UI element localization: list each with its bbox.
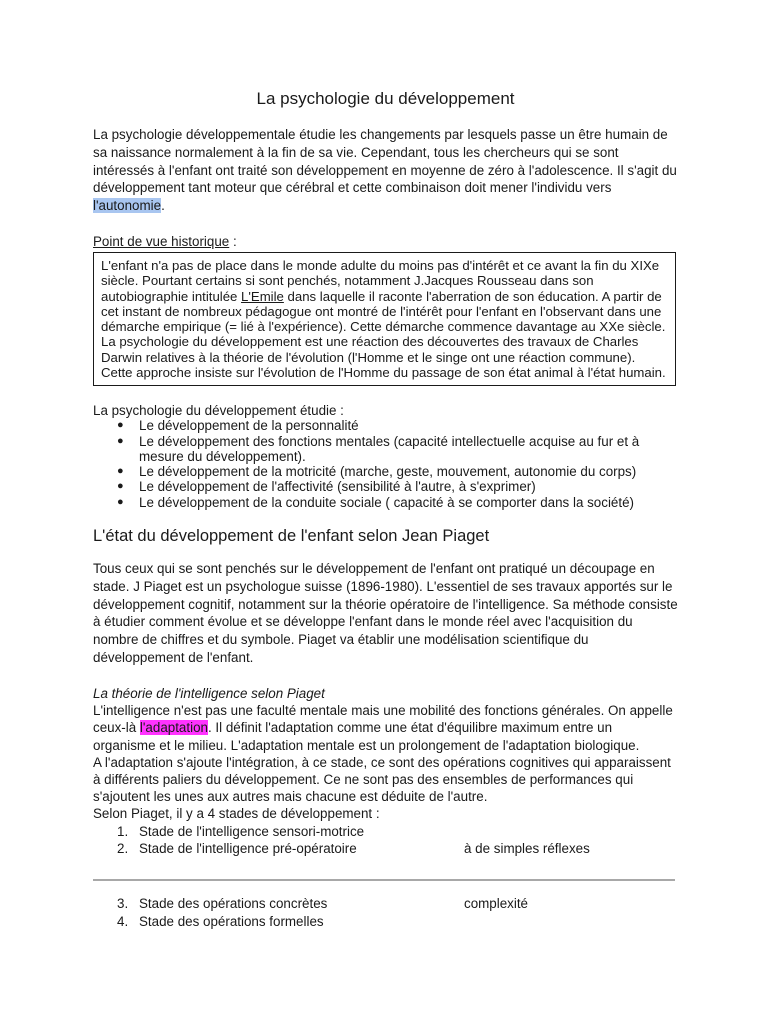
stage-number: 3. (117, 896, 129, 911)
box-text-start: L'enfant n'a pas de place dans le monde adulte du moins pas d'intérêt et ce avant la fin du XIXe siècle. Pourtant certains si sont penchés, notamment J.Jacques Rousseau dans son autobiographie intitulée (101, 258, 660, 304)
list-item-text: Le développement de l'affectivité (sensibilité à l'autre, à s'exprimer) (139, 479, 536, 495)
stage-item (93, 895, 678, 913)
stage-number: 1. (117, 823, 129, 839)
list-item (93, 464, 678, 479)
stage-item (93, 823, 678, 840)
horizontal-divider (93, 879, 675, 881)
stage-note: à de simples réflexes (464, 840, 590, 856)
highlight-adaptation: l'adaptation (139, 720, 208, 736)
stage-label: Stade des opérations concrètes (139, 896, 328, 911)
list-item-text: Le développement de la conduite sociale ( capacité à se comporter dans la société) (139, 494, 635, 510)
intro-paragraph (93, 126, 678, 215)
stage-label: Stade de l'intelligence sensori-motrice (139, 823, 365, 839)
study-list (93, 418, 678, 510)
stage-number: 4. (117, 914, 129, 929)
historique-box (93, 252, 676, 386)
stage-note: complexité (464, 896, 529, 911)
intro-text: La psychologie développementale étudie les changements par lesquels passe un être humain de sa naissance normalement à la fin de sa vie. Cependant, tous les chercheurs qui se sont intéressés à l'enfant ont traité son développement en moyenne de zéro à l'adolescence. Il s'agit du développement tant moteur que cérébral et cette combinaison doit mener l'individu vers (93, 127, 677, 196)
theory-subtitle: La théorie de l'intelligence selon Piaget (93, 686, 325, 701)
list-item (93, 479, 678, 494)
bullet-icon: ● (117, 480, 124, 493)
stage-item (93, 840, 678, 857)
study-section (93, 403, 678, 510)
theory-section (93, 685, 678, 857)
stage-number: 2. (117, 840, 129, 856)
list-item-text: Le développement de la personnalité (139, 418, 359, 434)
theory-paragraph-1 (93, 702, 678, 754)
list-item (93, 495, 678, 510)
historique-heading (93, 233, 237, 250)
stage-label: Stade de l'intelligence pré-opératoire (139, 840, 357, 856)
historique-colon: : (229, 234, 237, 249)
theory-text: L'intelligence n'est pas une faculté mentale mais une mobilité des fonctions générales. On appelle ceux-là (93, 703, 673, 736)
list-item (93, 418, 678, 433)
study-lead: La psychologie du développement étudie : (93, 403, 344, 418)
bullet-icon: ● (117, 419, 124, 432)
theory-paragraph-2: A l'adaptation s'ajoute l'intégration, à ce stade, ce sont des opérations cognitives qui apparaissent à différents paliers du développement. Ce ne sont pas des ensembles de performances qui s'ajoutent les unes aux autres mais chacune est déduite de l'autre. (93, 754, 671, 805)
document-title: La psychologie du développement (256, 89, 515, 108)
theory-text-end: . Il définit l'adaptation comme une état d'équilibre maximum entre un organisme et le milieu. L'adaptation mentale est un prolongement de l'adaptation biologique. (93, 720, 640, 753)
stage-item (93, 913, 678, 931)
list-item (93, 434, 678, 465)
piaget-heading: L'état du développement de l'enfant selon Jean Piaget (93, 527, 490, 545)
box-text-end: dans laquelle il raconte l'aberration de son éducation. A partir de cet instant de nombreux pédagogue ont montré de l'intérêt pour l'enfant en l'observant dans une démarche empirique (= lié à l'expérience). Cette démarche commence davantage au XXe siècle. La psychologie du développement est une réaction des découvertes des travaux de Charles Darwin relatives à la théorie de l'évolution (l'Homme et le singe ont une réaction commune). Cette approche insiste sur l'évolution de l'Homme du passage de son état animal à l'état humain. (101, 288, 666, 381)
list-item-text: Le développement de la motricité (marche, geste, mouvement, autonomie du corps) (139, 464, 637, 480)
stage-label: Stade des opérations formelles (139, 914, 324, 929)
stages-list (93, 823, 678, 857)
highlight-autonomie: l'autonomie (93, 198, 162, 214)
piaget-paragraph: Tous ceux qui se sont penchés sur le développement de l'enfant ont pratiqué un découpage en stade. J Piaget est un psychologue suisse (1896-1980). L'essentiel de ses travaux apportés sur le développement cognitif, notamment sur la théorie opératoire de l'intelligence. Sa méthode consiste à étudier comment évolue et se développe l'enfant dans le monde réel avec l'acquisition du nombre de chiffres et du symbole. Piaget va établir une modélisation scientifique du développement de l'enfant. (93, 561, 678, 665)
theory-paragraph-3: Selon Piaget, il y a 4 stades de développement : (93, 806, 380, 822)
historique-label: Point de vue historique (93, 234, 230, 249)
bullet-icon: ● (117, 434, 124, 447)
intro-end: . (161, 198, 165, 214)
bullet-icon: ● (117, 465, 124, 478)
emile-link[interactable]: L'Emile (241, 288, 284, 304)
list-item-text: Le développement des fonctions mentales (capacité intellectuelle acquise au fur et à mesure du développement). (139, 433, 640, 464)
bullet-icon: ● (117, 495, 124, 508)
stages-list-continued (93, 895, 678, 931)
